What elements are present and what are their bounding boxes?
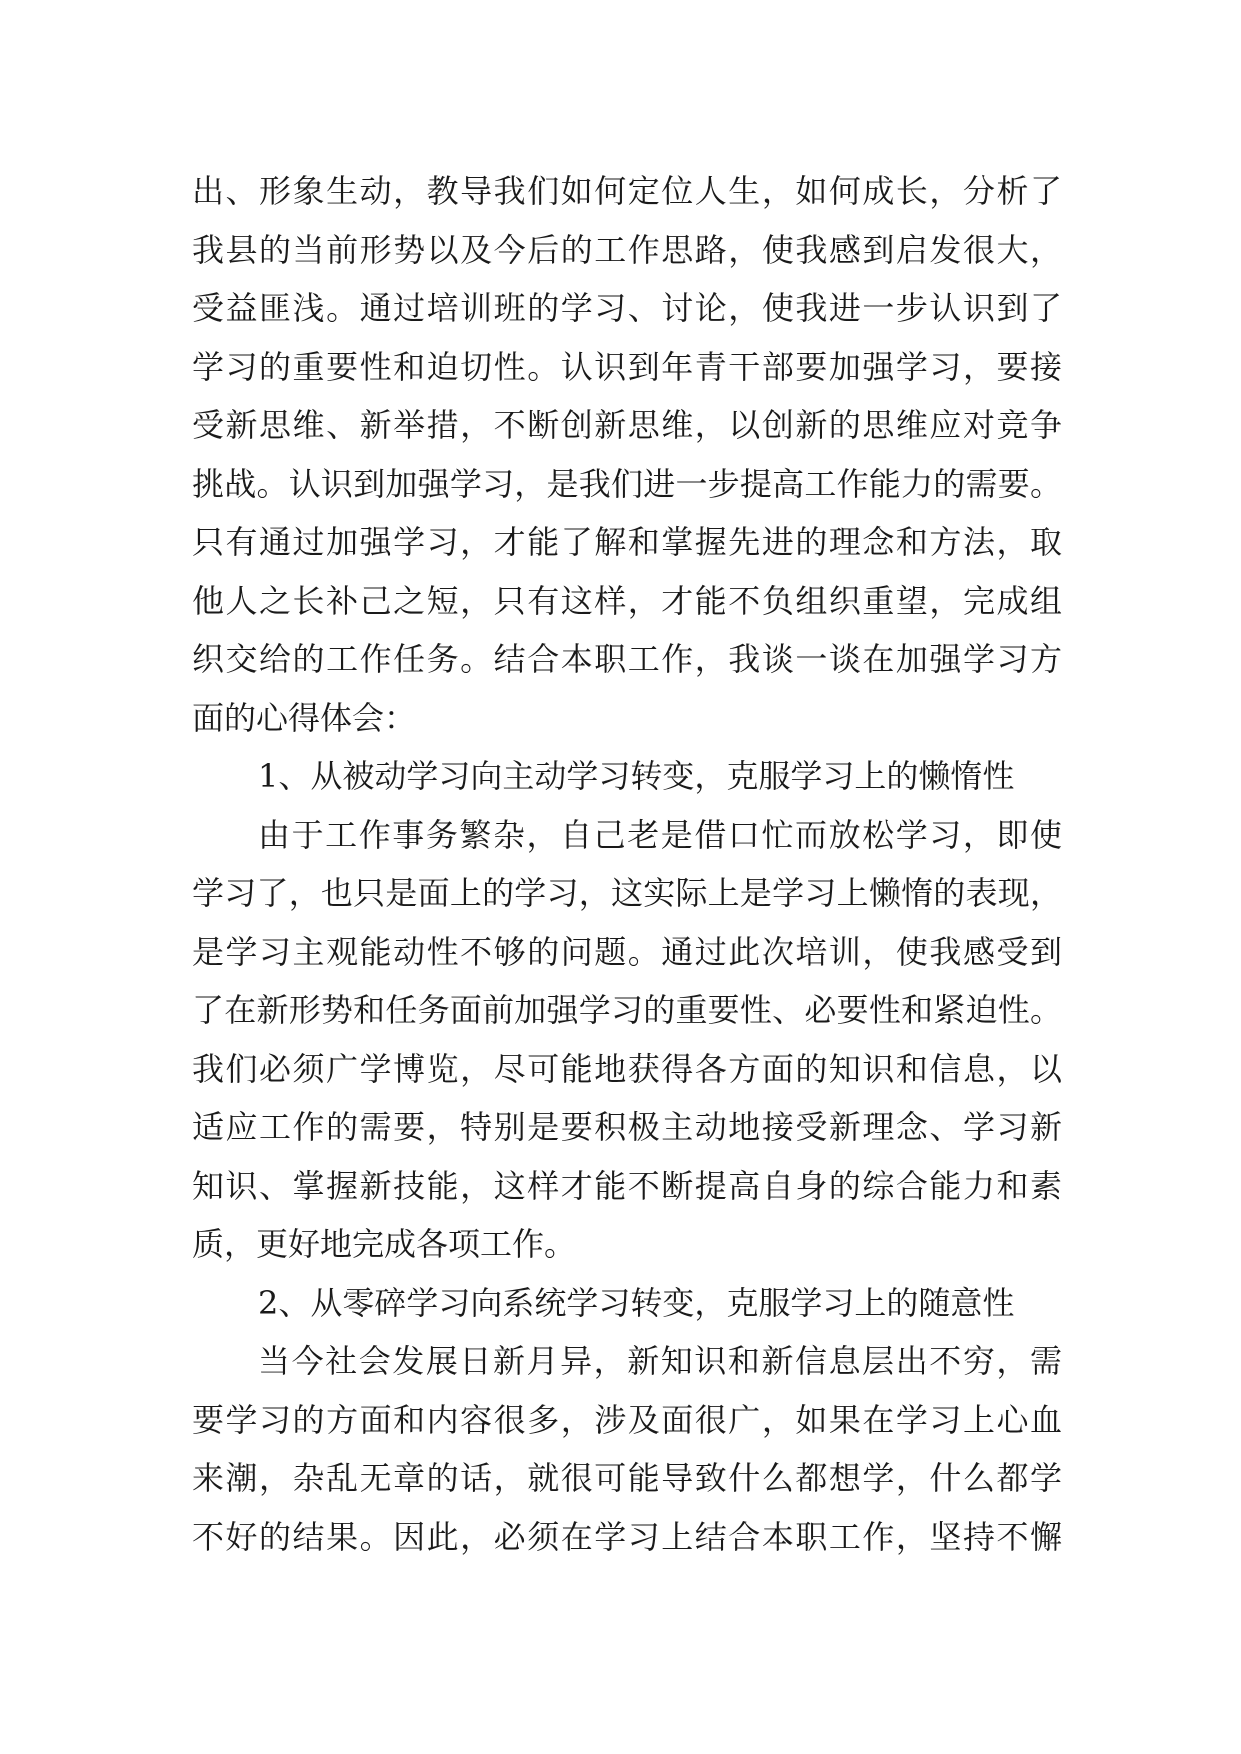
text-line: 要学习的方面和内容很多，涉及面很广，如果在学习上心血	[192, 1400, 1062, 1439]
text-line: 他人之长补己之短，只有这样，才能不负组织重望，完成组	[192, 581, 1062, 620]
text-line: 我县的当前形势以及今后的工作思路，使我感到启发很大，	[192, 230, 1062, 269]
text-line: 学习的重要性和迫切性。认识到年青干部要加强学习，要接	[192, 347, 1062, 386]
text-line: 受益匪浅。通过培训班的学习、讨论，使我进一步认识到了	[192, 289, 1062, 327]
text-line: 来潮，杂乱无章的话，就很可能导致什么都想学，什么都学	[192, 1459, 1062, 1497]
text-line: 只有通过加强学习，才能了解和掌握先进的理念和方法，取	[192, 523, 1062, 561]
text-line: 面的心得体会：	[192, 698, 417, 737]
text-line: 当今社会发展日新月异，新知识和新信息层出不穷，需	[258, 1342, 1062, 1380]
text-line: 质，更好地完成各项工作。	[192, 1225, 577, 1263]
text-line: 出、形象生动，教导我们如何定位人生，如何成长，分析了	[192, 172, 1062, 210]
text-line: 由于工作事务繁杂，自己老是借口忙而放松学习，即使	[258, 815, 1062, 854]
text-line: 织交给的工作任务。结合本职工作，我谈一谈在加强学习方	[192, 640, 1062, 678]
text-line: 了在新形势和任务面前加强学习的重要性、必要性和紧迫性。	[192, 991, 1062, 1029]
text-line: 适应工作的需要，特别是要积极主动地接受新理念、学习新	[192, 1108, 1062, 1146]
text-line: 我们必须广学博览，尽可能地获得各方面的知识和信息，以	[192, 1049, 1062, 1088]
text-line: 受新思维、新举措，不断创新思维，以创新的思维应对竞争	[192, 406, 1062, 444]
body-text	[192, 162, 1062, 1566]
text-line: 挑战。认识到加强学习，是我们进一步提高工作能力的需要。	[192, 464, 1062, 503]
section-heading-1: 1、从被动学习向主动学习转变，克服学习上的懒惰性	[258, 757, 1015, 795]
section-heading-2: 2、从零碎学习向系统学习转变，克服学习上的随意性	[258, 1283, 1015, 1322]
text-line: 是学习主观能动性不够的问题。通过此次培训，使我感受到	[192, 932, 1062, 971]
text-line: 学习了，也只是面上的学习，这实际上是学习上懒惰的表现，	[192, 874, 1062, 912]
text-line: 知识、掌握新技能，这样才能不断提高自身的综合能力和素	[192, 1166, 1062, 1205]
text-line: 不好的结果。因此，必须在学习上结合本职工作，坚持不懈	[192, 1517, 1062, 1556]
